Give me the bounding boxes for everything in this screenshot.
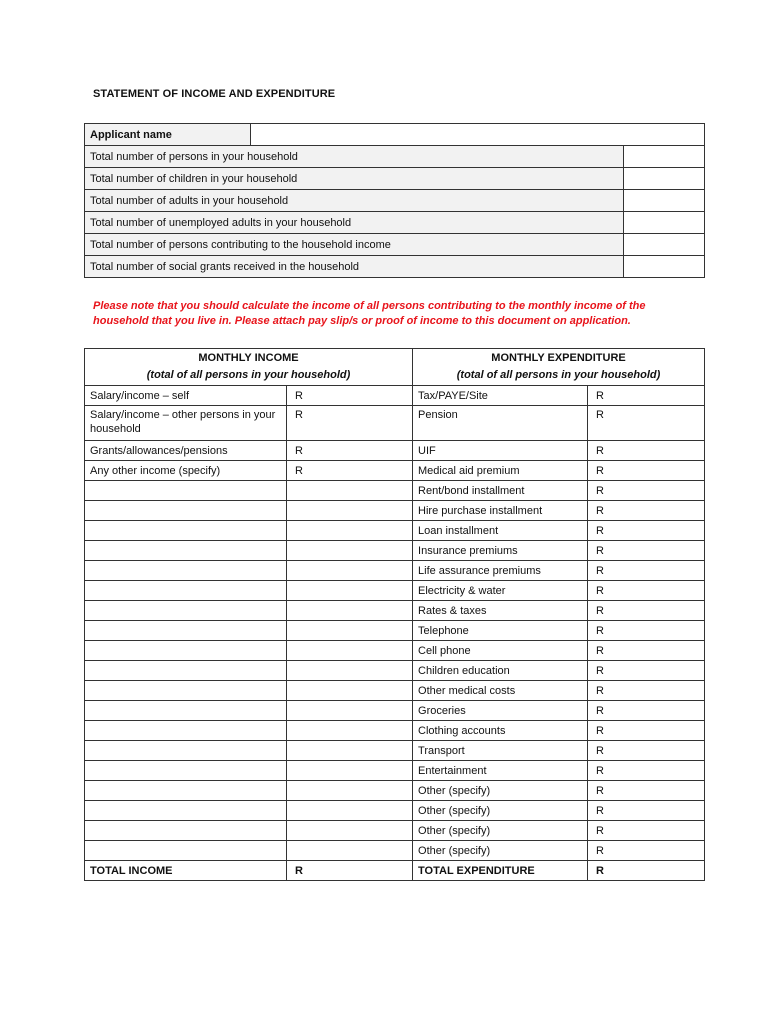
table-row <box>85 641 705 661</box>
applicant-name-field[interactable] <box>251 124 705 146</box>
total-expenditure-label: TOTAL EXPENDITURE <box>413 861 588 881</box>
household-row-value[interactable] <box>624 168 705 190</box>
table-row <box>85 721 705 741</box>
income-item-label: Grants/allowances/pensions <box>85 441 287 461</box>
table-row <box>85 190 705 212</box>
expenditure-item-label: Rates & taxes <box>413 601 588 621</box>
total-expenditure-amount[interactable]: R <box>588 861 705 881</box>
expenditure-item-label: Cell phone <box>413 641 588 661</box>
expenditure-item-label: Transport <box>413 741 588 761</box>
income-item-label: Any other income (specify) <box>85 461 287 481</box>
expenditure-header-subtitle: (total of all persons in your household) <box>456 369 661 381</box>
expenditure-item-amount[interactable]: R <box>588 406 705 441</box>
income-header-title: MONTHLY INCOME <box>198 352 299 364</box>
expenditure-item-amount[interactable]: R <box>588 521 705 541</box>
household-row-label: Total number of persons contributing to the household income <box>85 234 624 256</box>
table-row <box>85 234 705 256</box>
income-item-label <box>85 661 287 681</box>
table-row <box>85 841 705 861</box>
income-item-label <box>85 701 287 721</box>
income-item-amount[interactable] <box>287 561 413 581</box>
expenditure-item-amount[interactable]: R <box>588 681 705 701</box>
income-item-label <box>85 781 287 801</box>
expenditure-item-label: Hire purchase installment <box>413 501 588 521</box>
header-row <box>85 349 705 386</box>
total-income-label: TOTAL INCOME <box>85 861 287 881</box>
income-item-amount[interactable] <box>287 661 413 681</box>
table-row <box>85 621 705 641</box>
table-row <box>85 561 705 581</box>
expenditure-item-label: Entertainment <box>413 761 588 781</box>
income-item-label <box>85 601 287 621</box>
income-header-subtitle: (total of all persons in your household) <box>146 369 351 381</box>
household-row-value[interactable] <box>624 212 705 234</box>
income-item-amount[interactable] <box>287 821 413 841</box>
expenditure-item-amount[interactable]: R <box>588 386 705 406</box>
table-row <box>85 581 705 601</box>
household-row-value[interactable] <box>624 190 705 212</box>
total-income-amount[interactable]: R <box>287 861 413 881</box>
table-row <box>85 521 705 541</box>
household-row-label: Total number of children in your household <box>85 168 624 190</box>
expenditure-item-label: Loan installment <box>413 521 588 541</box>
income-item-amount[interactable] <box>287 741 413 761</box>
expenditure-item-label: Insurance premiums <box>413 541 588 561</box>
expenditure-item-amount[interactable]: R <box>588 581 705 601</box>
table-row <box>85 601 705 621</box>
expenditure-item-amount[interactable]: R <box>588 641 705 661</box>
expenditure-item-amount[interactable]: R <box>588 761 705 781</box>
household-row-value[interactable] <box>624 146 705 168</box>
expenditure-item-label: Children education <box>413 661 588 681</box>
income-item-amount[interactable] <box>287 761 413 781</box>
expenditure-item-amount[interactable]: R <box>588 741 705 761</box>
table-row <box>85 481 705 501</box>
table-row <box>85 168 705 190</box>
income-item-amount[interactable] <box>287 481 413 501</box>
expenditure-item-label: Electricity & water <box>413 581 588 601</box>
income-item-label <box>85 681 287 701</box>
table-row <box>85 681 705 701</box>
household-info-table <box>84 123 705 278</box>
income-header <box>85 349 413 386</box>
income-item-label <box>85 801 287 821</box>
table-row <box>85 146 705 168</box>
income-item-amount[interactable] <box>287 581 413 601</box>
income-item-amount[interactable] <box>287 621 413 641</box>
income-item-amount[interactable] <box>287 721 413 741</box>
income-item-label <box>85 521 287 541</box>
table-row <box>85 441 705 461</box>
expenditure-item-label: Life assurance premiums <box>413 561 588 581</box>
household-row-label: Total number of unemployed adults in your household <box>85 212 624 234</box>
income-item-label <box>85 841 287 861</box>
household-row-label: Total number of adults in your household <box>85 190 624 212</box>
table-row <box>85 801 705 821</box>
income-item-amount[interactable] <box>287 501 413 521</box>
expenditure-item-label: Other (specify) <box>413 821 588 841</box>
income-item-amount[interactable] <box>287 681 413 701</box>
income-item-amount[interactable] <box>287 521 413 541</box>
expenditure-item-label: Telephone <box>413 621 588 641</box>
expenditure-item-label: Other (specify) <box>413 801 588 821</box>
income-item-amount[interactable]: R <box>287 406 413 441</box>
income-item-label <box>85 581 287 601</box>
income-item-label <box>85 481 287 501</box>
expenditure-item-amount[interactable]: R <box>588 821 705 841</box>
expenditure-item-amount[interactable]: R <box>588 601 705 621</box>
expenditure-item-label: Pension <box>413 406 588 441</box>
expenditure-item-amount[interactable]: R <box>588 561 705 581</box>
table-row <box>85 461 705 481</box>
expenditure-item-amount[interactable]: R <box>588 481 705 501</box>
income-item-amount[interactable] <box>287 601 413 621</box>
expenditure-item-label: Other medical costs <box>413 681 588 701</box>
income-item-label <box>85 621 287 641</box>
expenditure-item-label: Groceries <box>413 701 588 721</box>
expenditure-item-amount[interactable]: R <box>588 841 705 861</box>
total-row <box>85 861 705 881</box>
expenditure-item-amount[interactable]: R <box>588 661 705 681</box>
expenditure-item-amount[interactable]: R <box>588 501 705 521</box>
table-row <box>85 256 705 278</box>
household-row-label: Total number of persons in your household <box>85 146 624 168</box>
table-row <box>85 661 705 681</box>
table-row <box>85 212 705 234</box>
table-row <box>85 761 705 781</box>
expenditure-item-amount[interactable]: R <box>588 461 705 481</box>
expenditure-header-title: MONTHLY EXPENDITURE <box>491 352 626 364</box>
expenditure-item-label: Medical aid premium <box>413 461 588 481</box>
page-title: STATEMENT OF INCOME AND EXPENDITURE <box>93 88 336 100</box>
expenditure-item-label: Rent/bond installment <box>413 481 588 501</box>
income-item-label <box>85 741 287 761</box>
income-item-label <box>85 761 287 781</box>
table-row <box>85 741 705 761</box>
income-item-amount[interactable] <box>287 841 413 861</box>
expenditure-item-label: Other (specify) <box>413 781 588 801</box>
expenditure-item-label: Other (specify) <box>413 841 588 861</box>
income-item-amount[interactable]: R <box>287 441 413 461</box>
income-item-amount[interactable]: R <box>287 386 413 406</box>
table-row <box>85 701 705 721</box>
income-item-amount[interactable] <box>287 801 413 821</box>
applicant-row <box>85 124 705 146</box>
income-item-label: Salary/income – other persons in your household <box>85 406 287 441</box>
table-row <box>85 386 705 406</box>
table-row <box>85 406 705 441</box>
applicant-name-label: Applicant name <box>85 124 251 146</box>
income-item-amount[interactable] <box>287 701 413 721</box>
household-row-value[interactable] <box>624 234 705 256</box>
expenditure-item-amount[interactable]: R <box>588 781 705 801</box>
expenditure-item-label: UIF <box>413 441 588 461</box>
income-item-amount[interactable]: R <box>287 461 413 481</box>
income-expenditure-table <box>84 348 705 881</box>
expenditure-item-amount[interactable]: R <box>588 621 705 641</box>
income-item-amount[interactable] <box>287 781 413 801</box>
instruction-note: Please note that you should calculate the income of all persons contributing to the monthly income of the household that you live in. Please attach pay slip/s or proof of income to this document on application. <box>93 300 646 327</box>
income-item-label <box>85 541 287 561</box>
expenditure-item-amount[interactable]: R <box>588 721 705 741</box>
income-item-amount[interactable] <box>287 541 413 561</box>
income-item-amount[interactable] <box>287 641 413 661</box>
income-item-label <box>85 501 287 521</box>
table-row <box>85 501 705 521</box>
income-item-label <box>85 721 287 741</box>
expenditure-item-amount[interactable]: R <box>588 701 705 721</box>
household-row-value[interactable] <box>624 256 705 278</box>
income-item-label <box>85 821 287 841</box>
table-row <box>85 821 705 841</box>
expenditure-item-amount[interactable]: R <box>588 541 705 561</box>
table-row <box>85 541 705 561</box>
table-row <box>85 781 705 801</box>
expenditure-header <box>413 349 705 386</box>
expenditure-item-label: Tax/PAYE/Site <box>413 386 588 406</box>
expenditure-item-label: Clothing accounts <box>413 721 588 741</box>
expenditure-item-amount[interactable]: R <box>588 441 705 461</box>
income-item-label <box>85 561 287 581</box>
household-row-label: Total number of social grants received in the household <box>85 256 624 278</box>
expenditure-item-amount[interactable]: R <box>588 801 705 821</box>
income-item-label: Salary/income – self <box>85 386 287 406</box>
income-item-label <box>85 641 287 661</box>
